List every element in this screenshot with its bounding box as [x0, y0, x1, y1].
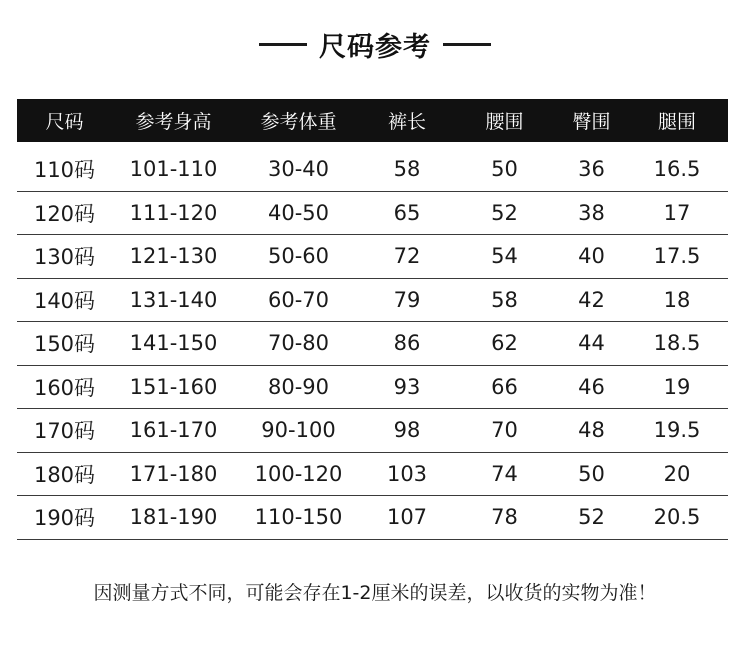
table-cell: 160码 — [33, 375, 96, 400]
table-cell: 40 — [578, 244, 605, 269]
table-cell: 16.5 — [653, 157, 701, 182]
table-cell: 161-170 — [129, 418, 218, 443]
table-cell: 44 — [578, 331, 605, 356]
table-cell: 58 — [491, 287, 518, 312]
table-cell: 40-50 — [267, 200, 330, 225]
column-header: 裤长 — [387, 111, 426, 133]
table-cell: 111-120 — [129, 200, 218, 225]
table-cell: 181-190 — [129, 505, 218, 530]
table-cell: 93 — [393, 374, 421, 399]
table-row — [17, 235, 728, 279]
column-header: 腰围 — [485, 111, 524, 133]
table-row — [17, 409, 728, 453]
table-cell: 60-70 — [267, 287, 330, 312]
table-row — [17, 322, 728, 366]
table-cell: 80-90 — [267, 374, 330, 399]
table-cell: 52 — [578, 505, 605, 530]
table-cell: 190码 — [33, 506, 96, 531]
table-cell: 58 — [393, 157, 421, 182]
table-cell: 110-150 — [254, 505, 343, 530]
table-cell: 79 — [393, 287, 421, 312]
page-title-block — [0, 22, 750, 66]
table-cell: 90-100 — [261, 418, 336, 443]
page-title: 尺码参考 — [319, 31, 431, 63]
column-header: 腿围 — [657, 111, 696, 133]
table-cell: 36 — [578, 157, 605, 182]
table-cell: 170码 — [33, 419, 96, 444]
table-cell: 20.5 — [653, 505, 701, 530]
table-cell: 130码 — [33, 245, 96, 270]
table-cell: 110码 — [33, 158, 96, 183]
table-cell: 150码 — [33, 332, 96, 357]
table-cell: 131-140 — [129, 287, 218, 312]
table-cell: 46 — [578, 374, 605, 399]
table-cell: 19.5 — [653, 418, 701, 443]
table-row — [17, 366, 728, 410]
table-cell: 107 — [386, 505, 428, 530]
table-body — [17, 148, 728, 540]
table-cell: 70-80 — [267, 331, 330, 356]
table-cell: 103 — [386, 461, 428, 486]
table-cell: 70 — [491, 418, 518, 443]
table-cell: 19 — [663, 374, 691, 399]
table-cell: 50-60 — [267, 244, 330, 269]
table-cell: 20 — [663, 461, 691, 486]
table-cell: 121-130 — [129, 244, 218, 269]
table-cell: 171-180 — [129, 461, 218, 486]
table-cell: 151-160 — [129, 374, 218, 399]
table-row — [17, 148, 728, 192]
column-header: 参考身高 — [135, 111, 212, 133]
column-header: 臀围 — [572, 111, 611, 133]
table-row — [17, 279, 728, 323]
table-cell: 50 — [578, 461, 605, 486]
column-header: 参考体重 — [260, 111, 337, 133]
table-cell: 140码 — [33, 288, 96, 313]
table-cell: 141-150 — [129, 331, 218, 356]
title-right-rule — [443, 43, 491, 46]
table-cell: 72 — [393, 244, 421, 269]
table-cell: 18 — [663, 287, 691, 312]
table-cell: 101-110 — [129, 157, 218, 182]
table-cell: 65 — [393, 200, 421, 225]
table-cell: 52 — [491, 200, 518, 225]
table-cell: 17.5 — [653, 244, 701, 269]
title-left-rule — [259, 43, 307, 46]
column-header: 尺码 — [45, 111, 84, 133]
table-cell: 18.5 — [653, 331, 701, 356]
table-cell: 100-120 — [254, 461, 343, 486]
table-row — [17, 496, 728, 540]
table-cell: 78 — [491, 505, 518, 530]
table-row — [17, 453, 728, 497]
table-cell: 17 — [663, 200, 691, 225]
table-cell: 30-40 — [267, 157, 330, 182]
table-cell: 66 — [491, 374, 518, 399]
table-row — [17, 192, 728, 236]
table-cell: 54 — [491, 244, 518, 269]
table-cell: 98 — [393, 418, 421, 443]
table-cell: 42 — [578, 287, 605, 312]
table-cell: 86 — [393, 331, 421, 356]
table-cell: 48 — [578, 418, 605, 443]
table-cell: 62 — [491, 331, 518, 356]
table-cell: 38 — [578, 200, 605, 225]
table-cell: 120码 — [33, 201, 96, 226]
table-cell: 74 — [491, 461, 518, 486]
table-cell: 180码 — [33, 462, 96, 487]
table-cell: 50 — [491, 157, 518, 182]
measurement-note: 因测量方式不同，可能会存在1-2厘米的误差，以收货的实物为准！ — [93, 582, 657, 604]
size-chart-table — [17, 99, 728, 540]
table-header — [17, 99, 728, 142]
